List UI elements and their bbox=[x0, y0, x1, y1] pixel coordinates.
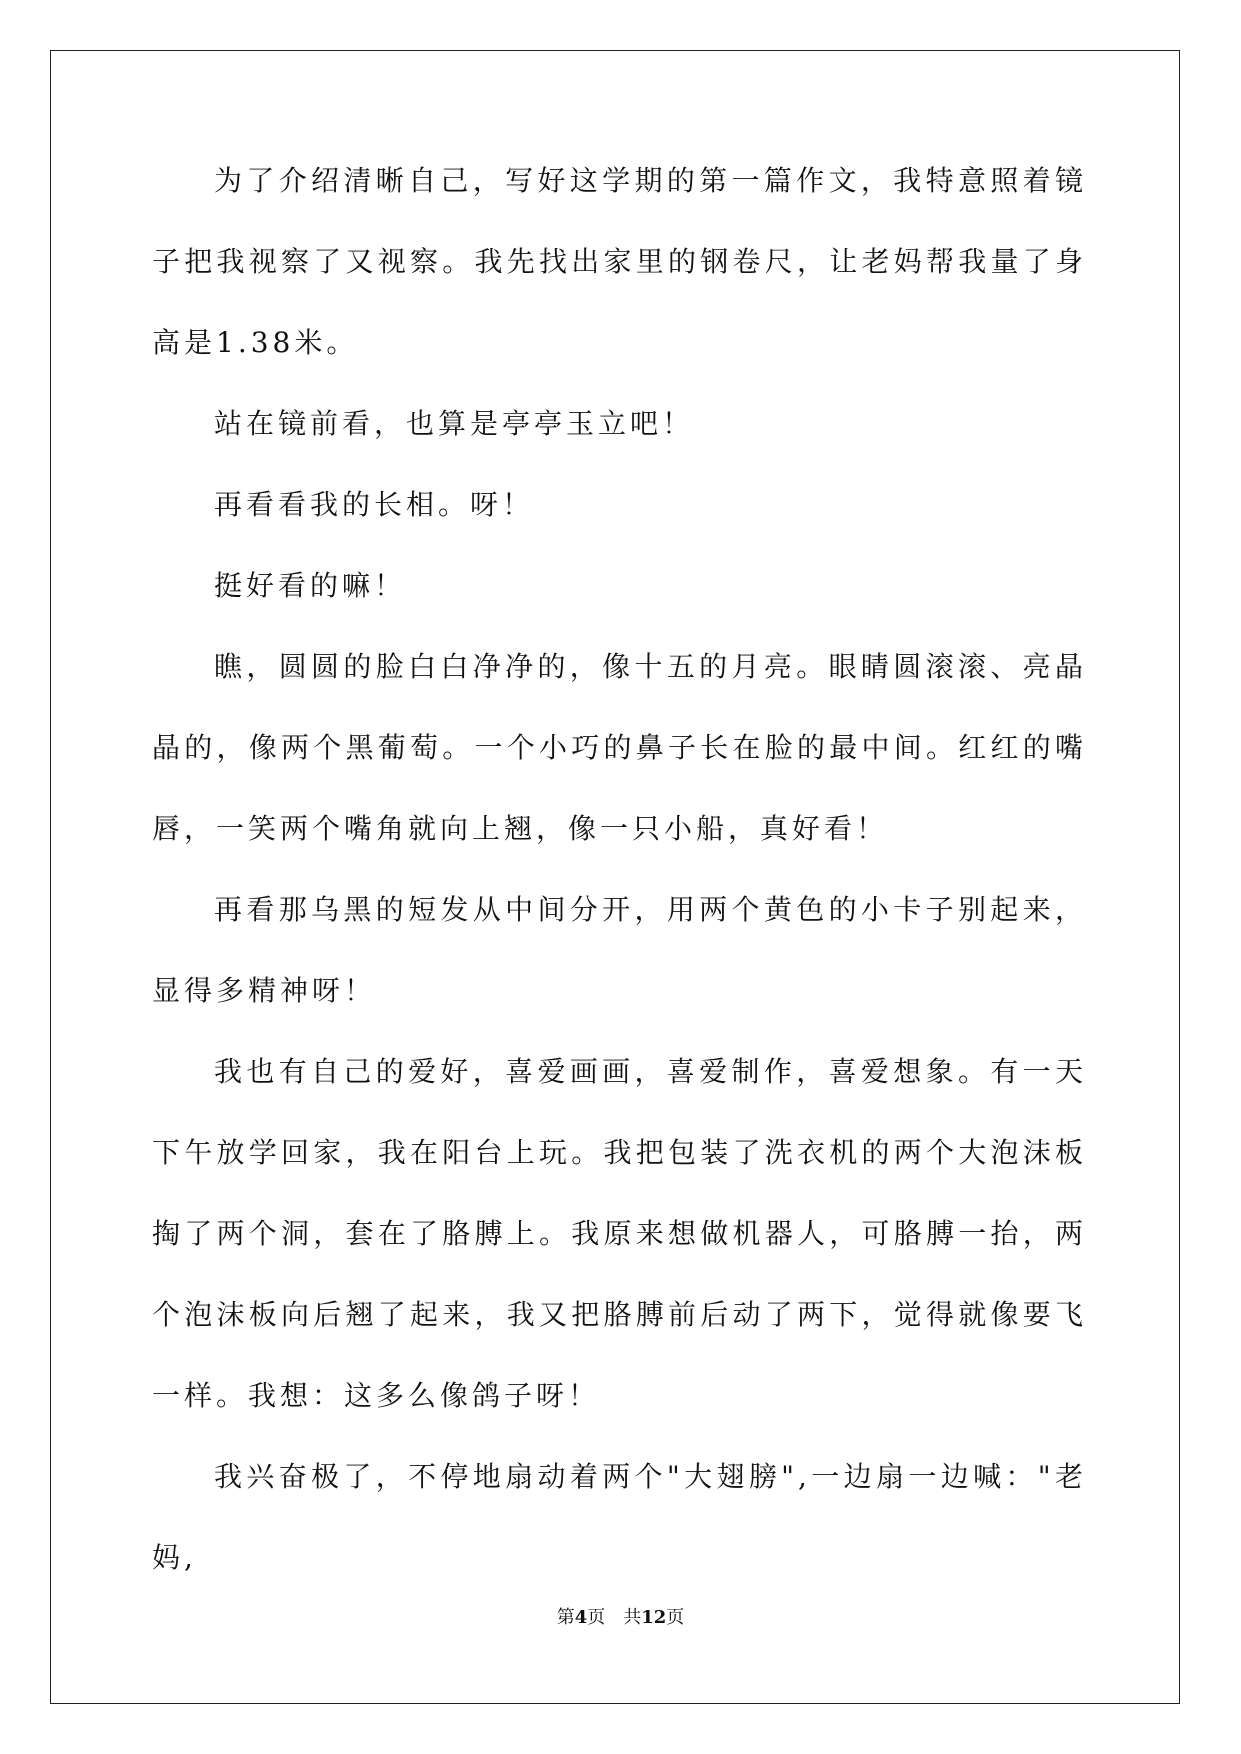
paragraph: 瞧，圆圆的脸白白净净的，像十五的月亮。眼睛圆滚滚、亮晶晶的，像两个黑葡萄。一个小巧的鼻子长在脸的最中间。红红的嘴唇，一笑两个嘴角就向上翘，像一只小船，真好看！ bbox=[152, 650, 1087, 845]
paragraph: 我也有自己的爱好，喜爱画画，喜爱制作，喜爱想象。有一天下午放学回家，我在阳台上玩。我把包装了洗衣机的两个大泡沫板掏了两个洞，套在了胳膊上。我原来想做机器人，可胳膊一抬，两个泡沫板向后翘了起来，我又把胳膊前后动了两下，觉得就像要飞一样。我想：这多么像鸽子呀！ bbox=[152, 1055, 1087, 1412]
current-page-number: 4 bbox=[574, 1607, 588, 1628]
paragraph: 我兴奋极了，不停地扇动着两个"大翅膀",一边扇一边喊："老妈, bbox=[152, 1460, 1087, 1574]
total-page-count: 12 bbox=[641, 1607, 667, 1628]
footer-suffix: 页 bbox=[666, 1607, 685, 1628]
paragraph: 再看看我的长相。呀！ bbox=[214, 488, 535, 521]
document-body bbox=[152, 140, 1087, 1598]
paragraph: 挺好看的嘛！ bbox=[214, 569, 407, 602]
footer-prefix: 第 bbox=[556, 1607, 575, 1628]
footer-mid: 页 共 bbox=[587, 1607, 642, 1628]
paragraph: 站在镜前看，也算是亭亭玉立吧！ bbox=[214, 407, 695, 440]
page-footer bbox=[0, 1603, 1241, 1629]
paragraph: 为了介绍清晰自己，写好这学期的第一篇作文，我特意照着镜子把我视察了又视察。我先找出家里的钢卷尺，让老妈帮我量了身高是1.38米。 bbox=[152, 164, 1087, 359]
paragraph: 再看那乌黑的短发从中间分开，用两个黄色的小卡子别起来，显得多精神呀！ bbox=[152, 893, 1087, 1007]
